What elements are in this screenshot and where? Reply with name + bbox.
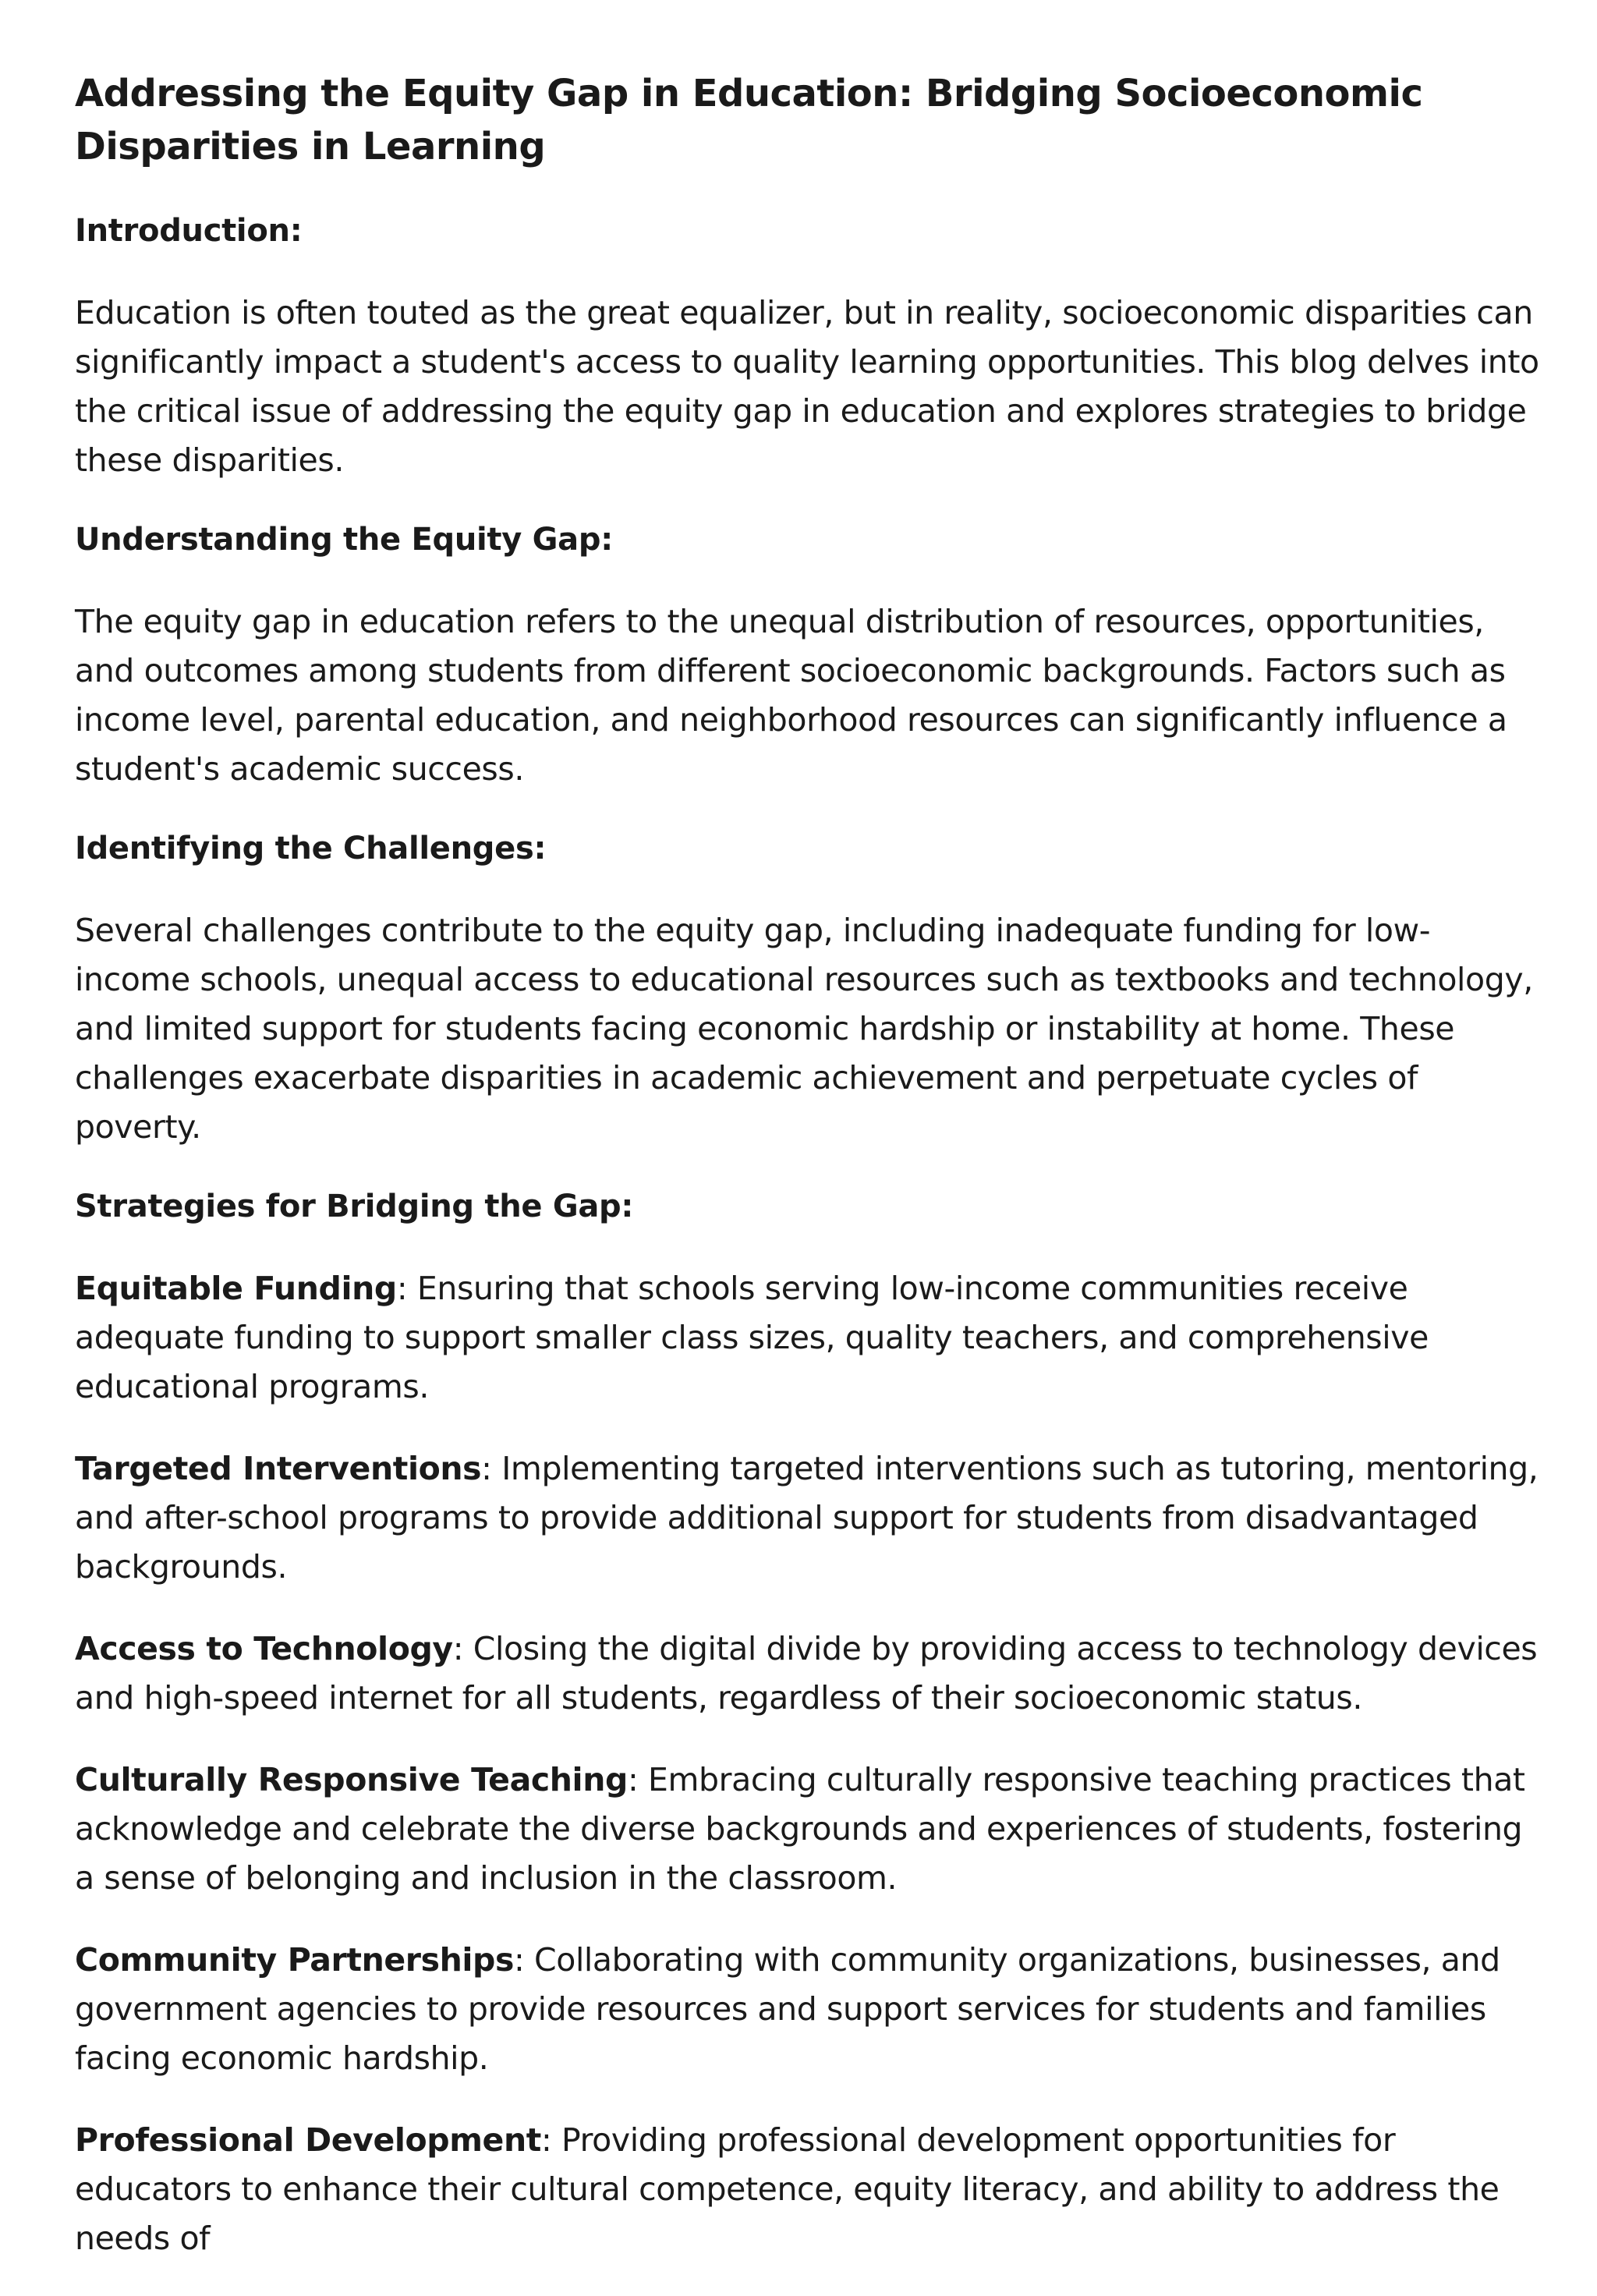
strategy-item xyxy=(75,1444,1541,1592)
strategy-item xyxy=(75,2116,1541,2263)
strategy-item xyxy=(75,1625,1541,1723)
document-page xyxy=(75,67,1541,2296)
strategy-description: : Providing professional development opportunities for educators to enhance their cultural competence, equity literacy, and ability to address the needs of xyxy=(75,2121,1500,2257)
section-introduction xyxy=(75,209,1541,485)
strategy-term: Culturally Responsive Teaching xyxy=(75,1761,628,1798)
strategy-item xyxy=(75,1936,1541,2083)
section-paragraph: Several challenges contribute to the equity gap, including inadequate funding for low-income schools, unequal access to educational resources such as textbooks and technology, and limited support for students facing economic hardship or instability at home. These challenges exacerbate disparities in academic achievement and perpetuate cycles of poverty. xyxy=(75,912,1533,1146)
strategy-term: Access to Technology xyxy=(75,1630,453,1667)
section-heading: Understanding the Equity Gap: xyxy=(75,522,613,558)
strategy-term: Professional Development xyxy=(75,2121,541,2159)
strategy-description: : Implementing targeted interventions such as tutoring, mentoring, and after-school programs to provide additional support for students from disadvantaged backgrounds. xyxy=(75,1450,1539,1586)
section-paragraph: Education is often touted as the great equalizer, but in reality, socioeconomic disparities can significantly impact a student's access to quality learning opportunities. This blog delves into the critical issue of addressing the equity gap in education and explores strategies to bridge these disparities. xyxy=(75,294,1539,479)
section-heading: Strategies for Bridging the Gap: xyxy=(75,1189,634,1224)
strategy-item xyxy=(75,1264,1541,1412)
section-challenges xyxy=(75,827,1541,1152)
strategy-description: : Ensuring that schools serving low-income communities receive adequate funding to support smaller class sizes, quality teachers, and comprehensive educational programs. xyxy=(75,1270,1429,1405)
section-heading: Identifying the Challenges: xyxy=(75,831,547,866)
strategy-item xyxy=(75,1756,1541,1903)
strategy-description: : Collaborating with community organizations, businesses, and government agencies to provide resources and support services for students and families facing economic hardship. xyxy=(75,1941,1500,2077)
section-understanding xyxy=(75,518,1541,794)
section-strategies xyxy=(75,1185,1541,2263)
section-heading: Introduction: xyxy=(75,213,303,249)
strategy-term: Targeted Interventions xyxy=(75,1450,482,1487)
strategy-term: Community Partnerships xyxy=(75,1941,514,1979)
strategy-term: Equitable Funding xyxy=(75,1270,397,1307)
strategy-description: : Closing the digital divide by providing access to technology devices and high-speed internet for all students, regardless of their socioeconomic status. xyxy=(75,1630,1538,1717)
strategy-description: : Embracing culturally responsive teaching practices that acknowledge and celebrate the diverse backgrounds and experiences of students, fostering a sense of belonging and inclusion in the classroom. xyxy=(75,1761,1525,1897)
document-title: Addressing the Equity Gap in Education: Bridging Socioeconomic Disparities in Learning xyxy=(75,72,1423,168)
section-paragraph: The equity gap in education refers to the unequal distribution of resources, opportunities, and outcomes among students from different socioeconomic backgrounds. Factors such as income level, parental education, and neighborhood resources can significantly influence a student's academic success. xyxy=(75,603,1507,788)
